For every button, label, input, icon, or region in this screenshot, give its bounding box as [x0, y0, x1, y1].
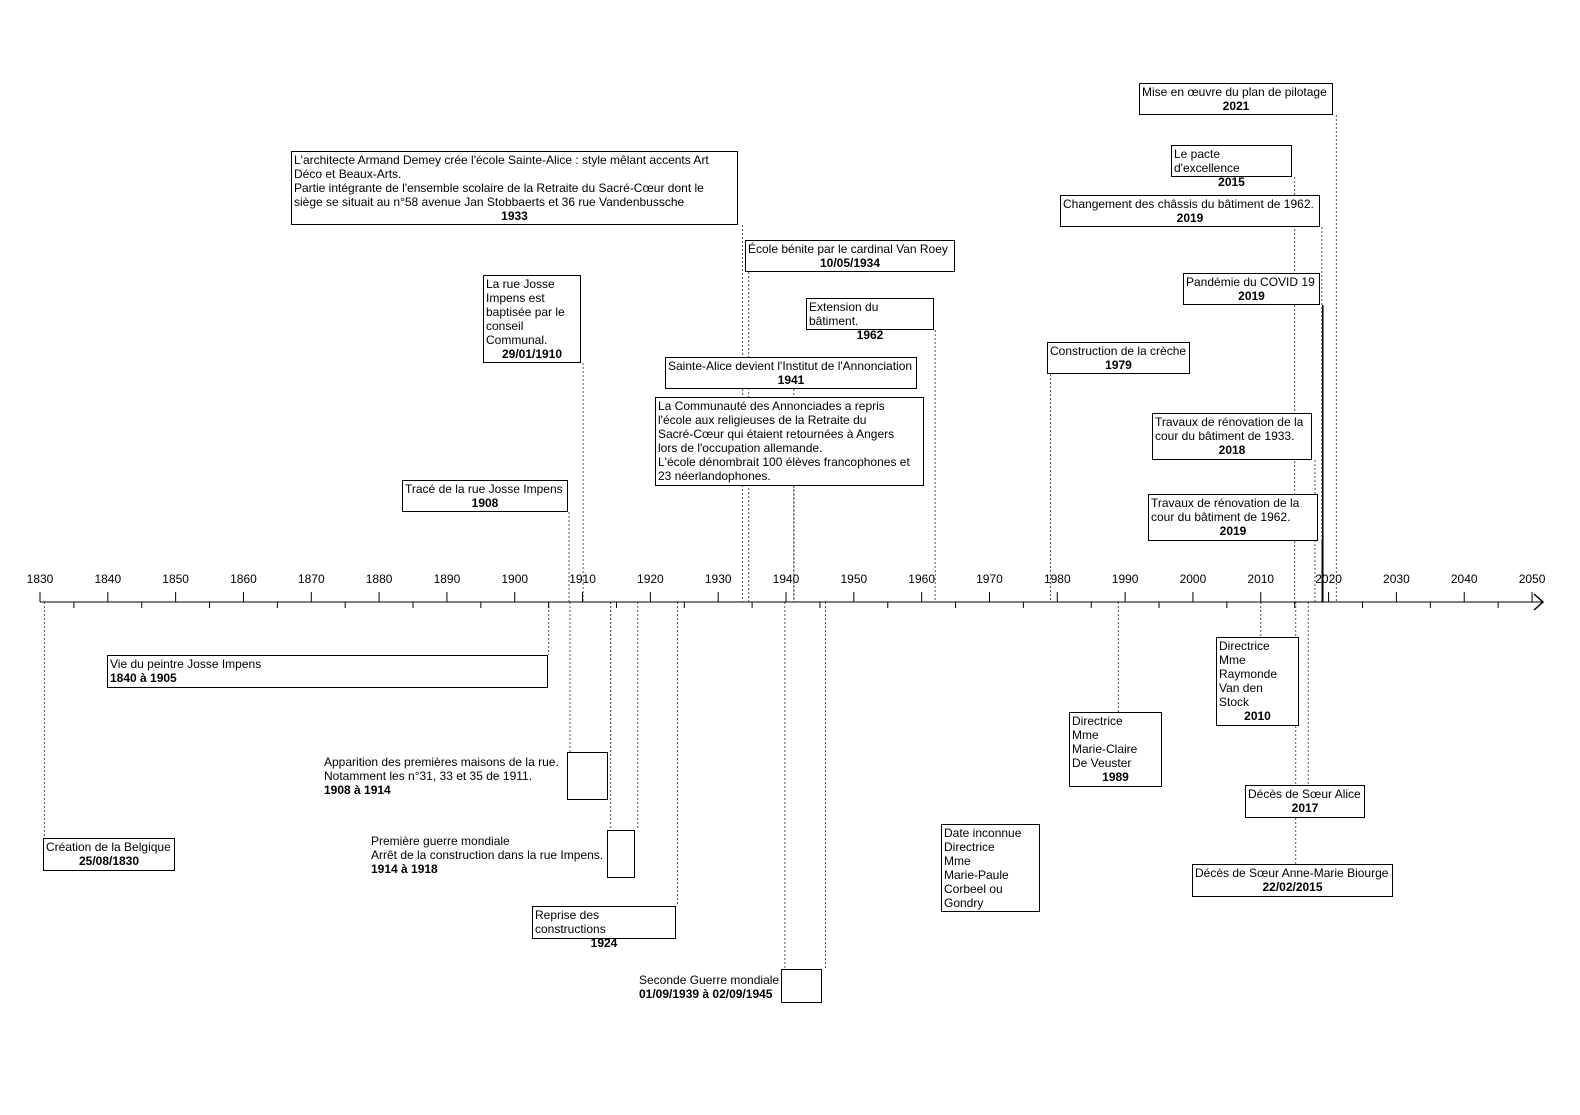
event-ww1: [371, 834, 603, 876]
event-text: Construction de la crèche: [1050, 344, 1187, 358]
event-text: Décès de Sœur Alice: [1248, 787, 1361, 801]
axis-tick-label: 2010: [1247, 572, 1275, 586]
axis-tick-label: 1840: [94, 572, 122, 586]
event-text: La Communauté des Annonciades a repris l'école aux religieuses de la Retraite du Sacré-Cœur qui étaient retournées à Angers lors de l'occupation allemande. L'école dénombrait 100 élèves francophones et 23 néerlandophones.: [658, 399, 910, 483]
axis-tick-label: 1930: [704, 572, 732, 586]
event-text: La rue Josse Impens est baptisée par le conseil Communal.: [486, 277, 565, 347]
event-text: Mise en œuvre du plan de pilotage: [1142, 85, 1327, 99]
event-text: Extension du bâtiment.: [809, 300, 879, 328]
event-date: 1962: [856, 328, 884, 342]
event-text: Apparition des premières maisons de la rue. Notamment les n°31, 33 et 35 de 1911.: [324, 755, 559, 783]
event-trace-rue: [402, 480, 568, 512]
event-directrice-dv: [1069, 712, 1162, 787]
event-ww2: [639, 973, 779, 1001]
event-date: 2018: [1218, 443, 1246, 457]
event-date: 2019: [1238, 289, 1265, 303]
event-chassis-1962: [1060, 195, 1320, 227]
axis-tick-label: 1870: [297, 572, 325, 586]
event-text: Tracé de la rue Josse Impens: [405, 482, 563, 496]
event-text: Sainte-Alice devient l'Institut de l'Annonciation: [668, 359, 913, 373]
axis-tick-label: 1980: [1043, 572, 1071, 586]
event-date: 1924: [590, 936, 618, 950]
event-date: 1933: [501, 209, 528, 223]
axis-tick-label: 2040: [1450, 572, 1478, 586]
event-demey: [291, 151, 738, 225]
event-text: Décès de Sœur Anne-Marie Biourge: [1195, 866, 1389, 880]
axis-tick-label: 2050: [1518, 572, 1546, 586]
event-text: Travaux de rénovation de la cour du bâtiment de 1933.: [1155, 415, 1304, 443]
event-text: Pandémie du COVID 19: [1186, 275, 1315, 289]
span-box-ww2: [781, 969, 822, 1003]
event-date: 1908: [471, 496, 499, 510]
axis-tick-label: 1990: [1111, 572, 1139, 586]
event-extension: [806, 298, 934, 342]
event-text: Directrice Mme Marie-Claire De Veuster: [1072, 714, 1138, 770]
event-date: 1989: [1102, 770, 1129, 784]
event-date: 22/02/2015: [1262, 880, 1323, 894]
event-date: 1908 à 1914: [324, 783, 391, 797]
event-text: Directrice Mme Raymonde Van den Stock: [1219, 639, 1278, 709]
event-date: 01/09/1939 à 02/09/1945: [639, 987, 773, 1001]
event-text: Première guerre mondiale Arrêt de la construction dans la rue Impens.: [371, 834, 604, 862]
event-covid: [1183, 273, 1320, 305]
axis-tick-label: 1900: [501, 572, 529, 586]
event-cour-1962: [1148, 494, 1318, 541]
event-rue-baptisee: [483, 275, 581, 363]
event-creche: [1047, 342, 1190, 374]
event-text: Reprise des constructions: [535, 908, 606, 936]
event-text: Date inconnue Directrice Mme Marie-Paule Corbeel ou Gondry: [944, 826, 1022, 910]
event-annonciades: [655, 397, 924, 486]
event-text: L'architecte Armand Demey crée l'école Sainte-Alice : style mêlant accents Art Déco et Beaux-Arts. Partie intégrante de l'ensemble scolaire de la Retraite du Sacré-Cœur dont le siège se situait au n°58 avenue Jan Stobbaerts et 36 rue Vandenbussche: [294, 153, 709, 209]
event-date: 10/05/1934: [819, 256, 881, 270]
timeline-axis: [40, 594, 1543, 610]
event-date: 1914 à 1918: [371, 862, 438, 876]
axis-tick-label: 2030: [1383, 572, 1410, 586]
event-annonciation: [665, 357, 917, 389]
event-belgique: [43, 838, 175, 871]
event-text: Seconde Guerre mondiale: [639, 973, 780, 987]
event-text: Travaux de rénovation de la cour du bâtiment de 1962.: [1151, 496, 1300, 524]
axis-tick-label: 2020: [1315, 572, 1342, 586]
event-text: Création de la Belgique: [46, 840, 171, 854]
event-deces-biourge: [1192, 864, 1393, 897]
event-date: 1840 à 1905: [110, 671, 177, 685]
axis-tick-label: 1850: [162, 572, 189, 586]
event-directrice-cg: [941, 824, 1040, 912]
event-plan-pilotage: [1139, 83, 1333, 115]
axis-tick-label: 2000: [1179, 572, 1207, 586]
axis-ticks: [27, 572, 1546, 608]
axis-tick-label: 1960: [908, 572, 936, 586]
event-date: 1941: [777, 373, 805, 387]
axis-tick-label: 1910: [569, 572, 596, 586]
event-date: 1979: [1105, 358, 1132, 372]
event-text: École bénite par le cardinal Van Roey: [748, 242, 948, 256]
event-date: 29/01/1910: [501, 347, 563, 361]
axis-tick-label: 1920: [637, 572, 664, 586]
axis-tick-label: 1950: [840, 572, 868, 586]
connector-lines: [44, 115, 1336, 969]
axis-tick-label: 1940: [772, 572, 800, 586]
axis-tick-label: 1890: [433, 572, 461, 586]
event-date: 2010: [1244, 709, 1271, 723]
event-benite: [745, 240, 955, 272]
axis-tick-label: 1860: [230, 572, 257, 586]
event-date: 2015: [1218, 175, 1245, 189]
span-box-ww1: [607, 830, 635, 878]
event-cour-1933: [1152, 413, 1312, 460]
axis-tick-label: 1970: [976, 572, 1003, 586]
axis-tick-label: 1830: [26, 572, 54, 586]
event-date: 25/08/1830: [78, 854, 140, 868]
event-impens-vie: [107, 655, 548, 688]
event-directrice-vds: [1216, 637, 1299, 726]
event-text: Vie du peintre Josse Impens: [110, 657, 262, 671]
event-date: 2019: [1176, 211, 1204, 225]
span-box-premieres-maisons: [567, 752, 608, 800]
event-date: 2019: [1219, 524, 1247, 538]
axis-tick-label: 1880: [365, 572, 393, 586]
event-text: Le pacte d'excellence: [1174, 147, 1240, 175]
event-deces-alice: [1245, 785, 1365, 818]
event-text: Changement des châssis du bâtiment de 1962.: [1063, 197, 1314, 211]
event-reprise: [532, 906, 676, 950]
event-date: 2017: [1291, 801, 1319, 815]
event-date: 2021: [1222, 99, 1250, 113]
event-pacte-excellence: [1171, 145, 1292, 189]
event-premieres-maisons: [324, 755, 559, 797]
